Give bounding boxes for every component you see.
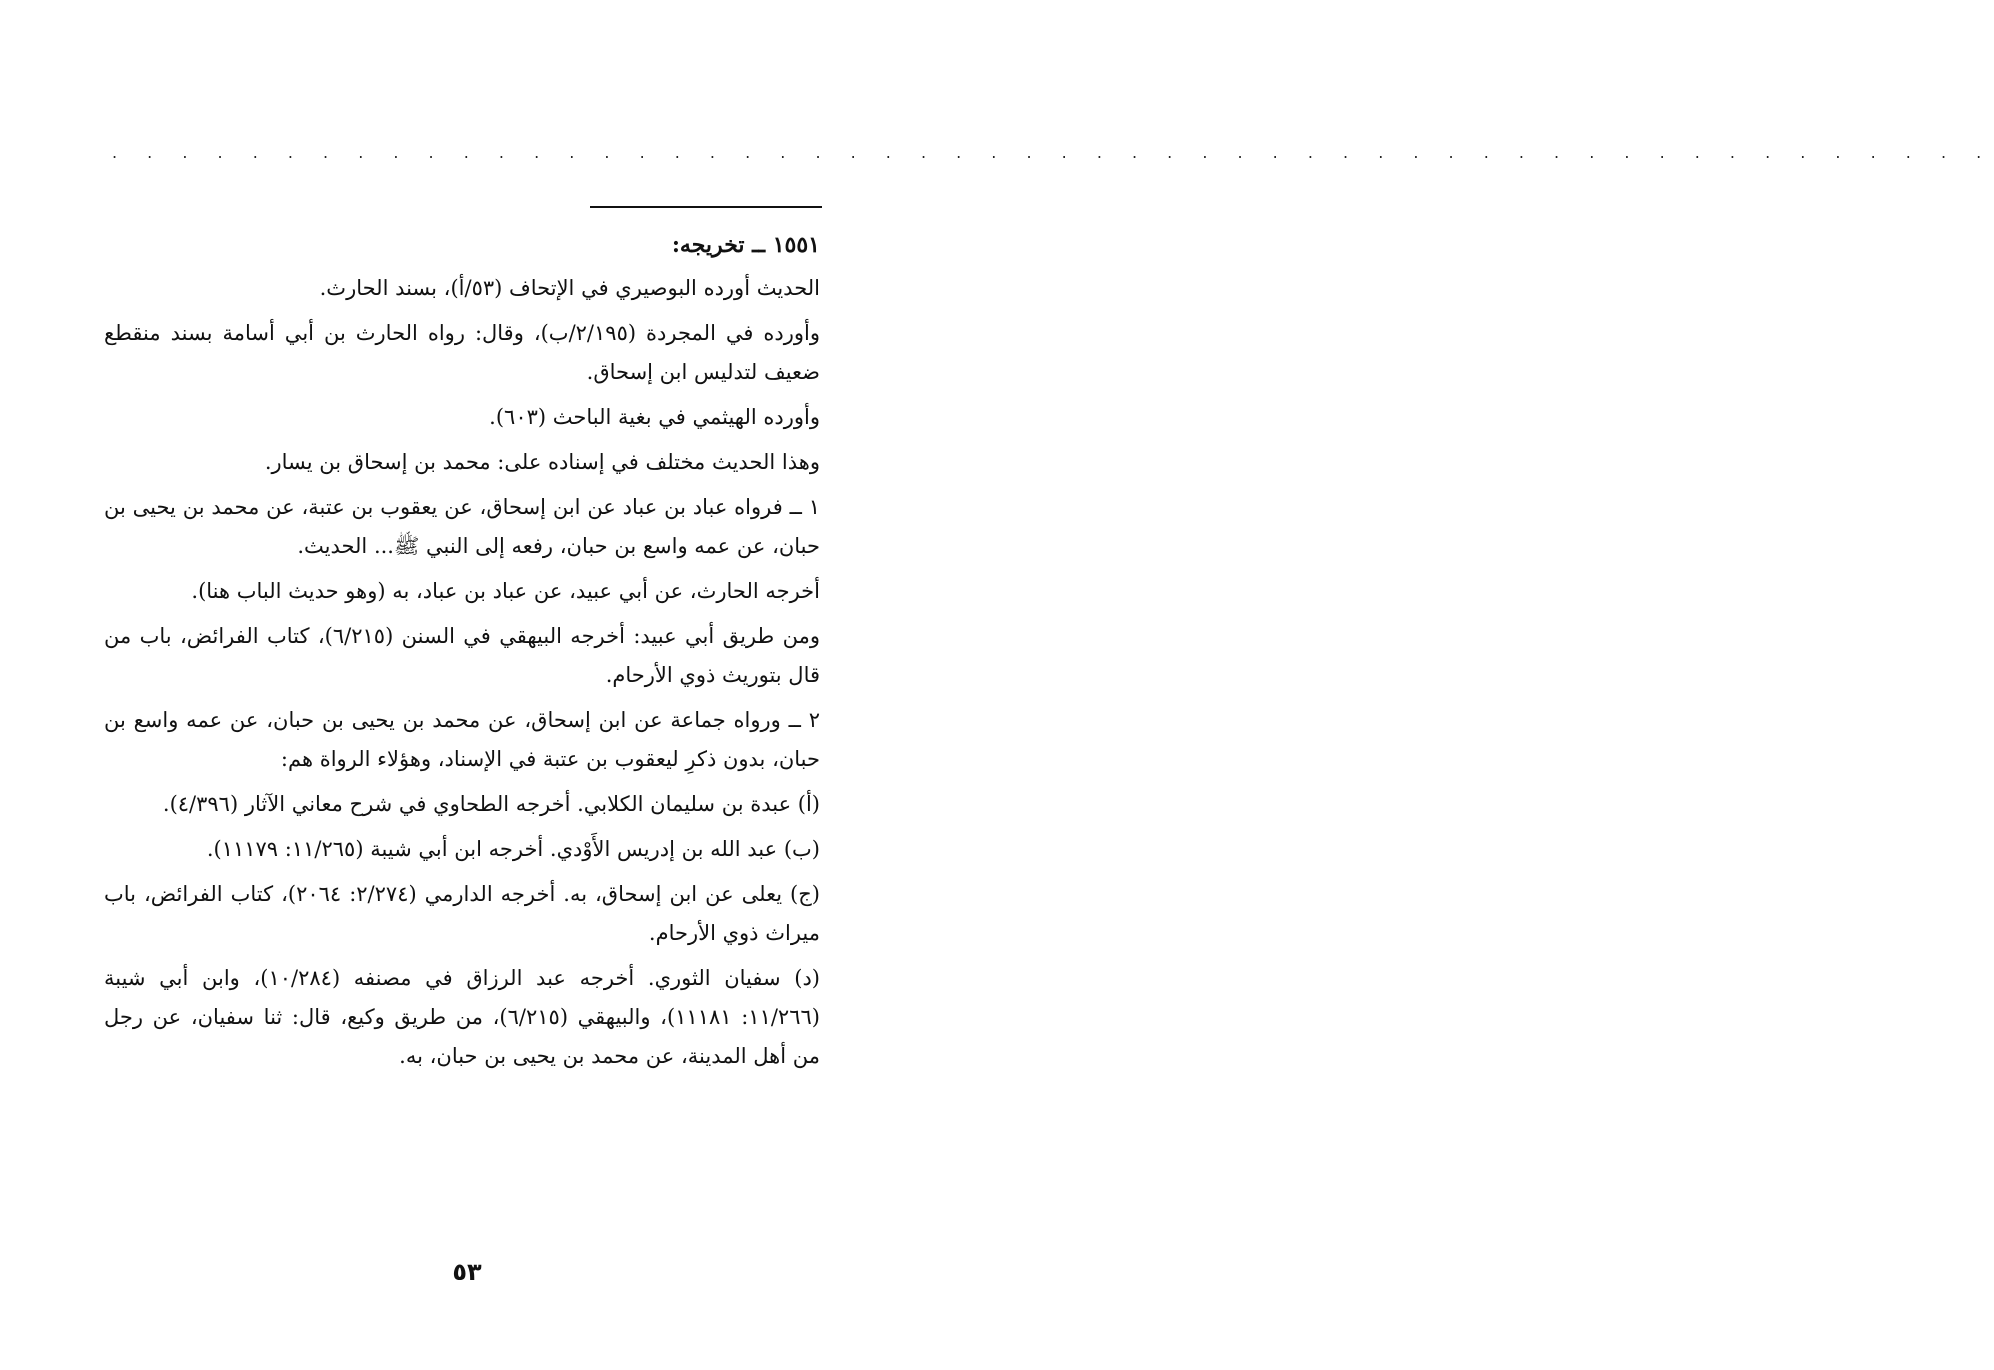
takhrij-heading: ١٥٥١ ــ تخريجه: bbox=[671, 232, 820, 258]
footnote-rule bbox=[590, 206, 822, 208]
paragraph: ومن طريق أبي عبيد: أخرجه البيهقي في السنن (٦/٢١٥)، كتاب الفرائض، باب من قال بتوريث ذوي الأرحام. bbox=[104, 624, 820, 687]
footnote-body bbox=[104, 226, 820, 1082]
paragraph: وأورده الهيثمي في بغية الباحث (٦٠٣). bbox=[489, 405, 820, 429]
paragraph: (ب) عبد الله بن إدريس الأَوْدي. أخرجه ابن أبي شيبة (١١/٢٦٥: ١١١٧٩). bbox=[206, 837, 820, 861]
paragraph: (أ) عبدة بن سليمان الكلابي. أخرجه الطحاوي في شرح معاني الآثار (٤/٣٩٦). bbox=[162, 792, 820, 816]
page-number: ٥٣ bbox=[452, 1258, 482, 1286]
paragraph: وأورده في المجردة (٢/١٩٥/ب)، وقال: رواه الحارث بن أبي أسامة بسند منقطع ضعيف لتدليس ابن إسحاق. bbox=[104, 321, 821, 384]
paragraph: ٢ ــ ورواه جماعة عن ابن إسحاق، عن محمد بن يحيى بن حبان، عن عمه واسع بن حبان، بدون ذكرِ ليعقوب بن عتبة في الإسناد، وهؤلاء الرواة هم: bbox=[104, 708, 820, 771]
paragraph: الحديث أورده البوصيري في الإتحاف (٥٣/أ)، بسند الحارث. bbox=[319, 276, 820, 300]
paragraph: وهذا الحديث مختلف في إسناده على: محمد بن إسحاق بن يسار. bbox=[264, 450, 820, 474]
dotted-separator: . . . . . . . . . . . . . . . . . . . . . . . . . . . . . . . . . . . . . . . . . . . . . . . . . . . . . . bbox=[112, 143, 1994, 162]
paragraph: (د) سفيان الثوري. أخرجه عبد الرزاق في مصنفه (١٠/٢٨٤)، وابن أبي شيبة (١١/٢٦٦: ١١١٨١)، والبيهقي (٦/٢١٥)، من طريق وكيع، قال: ثنا سفيان، عن رجل من أهل المدينة، عن محمد بن يحيى بن حبان، به. bbox=[104, 966, 820, 1068]
paragraph: أخرجه الحارث، عن أبي عبيد، عن عباد بن عباد، به (وهو حديث الباب هنا). bbox=[191, 579, 820, 603]
paragraph: ١ ــ فرواه عباد بن عباد عن ابن إسحاق، عن يعقوب بن عتبة، عن محمد بن يحيى بن حبان، عن عمه واسع بن حبان، رفعه إلى النبي ﷺ... الحديث. bbox=[104, 495, 820, 558]
paragraph: (ج) يعلى عن ابن إسحاق، به. أخرجه الدارمي (٢/٢٧٤: ٢٠٦٤)، كتاب الفرائض، باب ميراث ذوي الأرحام. bbox=[104, 882, 820, 945]
